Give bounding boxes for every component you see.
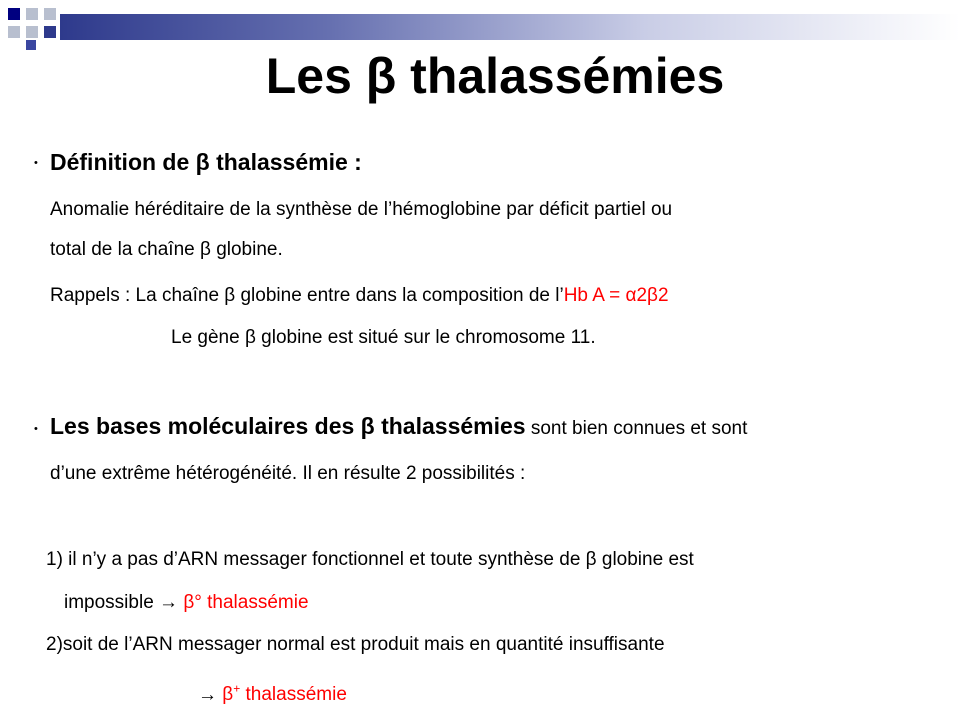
bullet-1: •: [34, 157, 38, 169]
heterogeneity-line: d’une extrême hétérogénéité. Il en résulte 2 possibilités :: [50, 463, 526, 484]
definition-heading: Définition de β thalassémie :: [50, 149, 362, 175]
possibility-2-arrow: →: [198, 684, 223, 706]
beta-plus-label: thalassémie: [240, 684, 347, 706]
beta-symbol: β: [222, 684, 234, 706]
gene-location-line: Le gène β globine est situé sur le chromosome 11.: [171, 327, 596, 348]
hb-a-formula: Hb A = α2β2: [563, 285, 669, 306]
molecular-bases-line: [50, 414, 747, 441]
beta-plus-result: [222, 684, 347, 705]
molecular-bases-heading: Les bases moléculaires des β thalassémies: [50, 413, 526, 439]
possibility-1-prefix: impossible →: [64, 592, 184, 613]
definition-line-2: total de la chaîne β globine.: [50, 239, 283, 260]
rappels-text: Rappels : La chaîne β globine entre dans la composition de l’: [50, 285, 564, 306]
possibility-2-line-1: 2)soit de l’ARN messager normal est produit mais en quantité insuffisante: [46, 634, 665, 655]
beta-zero-result: β° thalassémie: [183, 592, 309, 613]
possibility-1-line-2: [64, 591, 309, 615]
definition-line-1: Anomalie héréditaire de la synthèse de l’hémoglobine par déficit partiel ou: [50, 199, 673, 220]
molecular-bases-tail: sont bien connues et sont: [525, 418, 748, 439]
possibility-2-line-2: [198, 677, 347, 707]
slide-title: Les β thalassémies: [265, 48, 725, 104]
rappels-line: [50, 284, 669, 308]
plus-superscript: +: [233, 682, 241, 696]
header-gradient-bar: [60, 14, 960, 40]
bullet-2: •: [34, 423, 38, 435]
possibility-1-line-1: 1) il n’y a pas d’ARN messager fonctionnel et toute synthèse de β globine est: [46, 549, 694, 570]
